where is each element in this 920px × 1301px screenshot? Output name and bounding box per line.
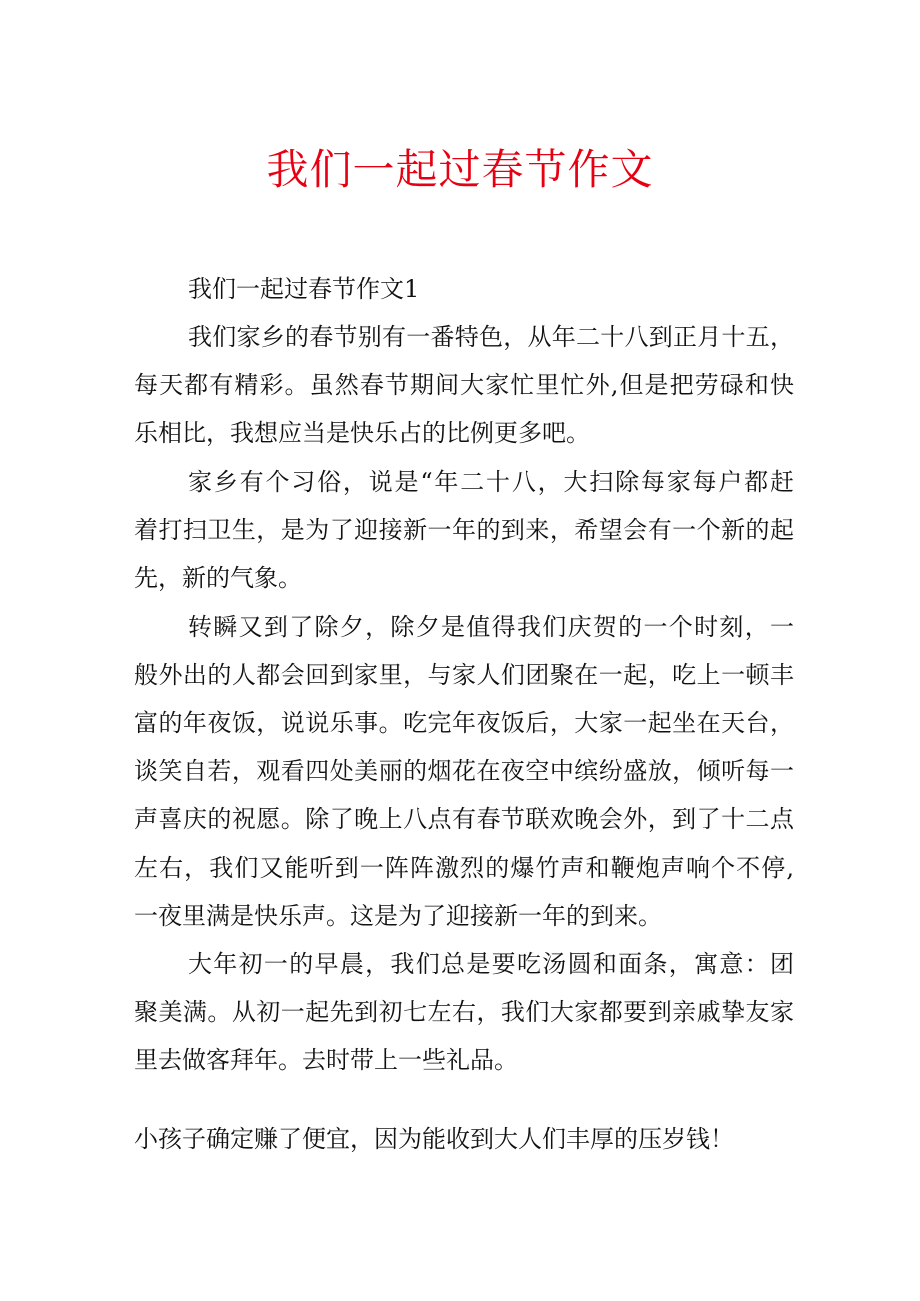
paragraph-1-line-1: 我们家乡的春节别有一番特色，从年二十八到正月十五， bbox=[188, 323, 794, 351]
paragraph-4-line-1: 大年初一的早晨，我们总是要吃汤圆和面条，寓意：团 bbox=[188, 950, 794, 978]
paragraph-2-line-3: 先，新的气象。 bbox=[134, 564, 302, 592]
paragraph-2-line-2: 着打扫卫生，是为了迎接新一年的到来，希望会有一个新的起 bbox=[134, 516, 794, 544]
paragraph-3-line-3: 富的年夜饭，说说乐事。吃完年夜饭后，大家一起坐在天台， bbox=[134, 709, 794, 737]
paragraph-5-line-1: 小孩子确定赚了便宜，因为能收到大人们丰厚的压岁钱！ bbox=[134, 1125, 734, 1153]
paragraph-3-line-5: 声喜庆的祝愿。除了晚上八点有春节联欢晚会外，到了十二点 bbox=[134, 805, 794, 833]
paragraph-2-line-1: 家乡有个习俗，说是“年二十八，大扫除每家每户都赶 bbox=[188, 468, 794, 496]
paragraph-3-line-6: 左右，我们又能听到一阵阵激烈的爆竹声和鞭炮声响个不停, bbox=[134, 854, 794, 882]
paragraph-3-line-4: 谈笑自若，观看四处美丽的烟花在夜空中缤纷盛放，倾听每一 bbox=[134, 757, 794, 785]
paragraph-1-line-3: 乐相比，我想应当是快乐占的比例更多吧。 bbox=[134, 419, 590, 447]
paragraph-3-line-2: 般外出的人都会回到家里，与家人们团聚在一起，吃上一顿丰 bbox=[134, 661, 794, 689]
paragraph-3-line-1: 转瞬又到了除夕，除夕是值得我们庆贺的一个时刻，一 bbox=[188, 613, 794, 641]
document-title: 我们一起过春节作文 bbox=[266, 145, 654, 194]
paragraph-4-line-3: 里去做客拜年。去时带上一些礼品。 bbox=[134, 1046, 518, 1074]
paragraph-3-line-7: 一夜里满是快乐声。这是为了迎接新一年的到来。 bbox=[134, 902, 662, 930]
article-heading: 我们一起过春节作文1 bbox=[188, 275, 420, 303]
paragraph-4-line-2: 聚美满。从初一起先到初七左右，我们大家都要到亲戚挚友家 bbox=[134, 998, 794, 1026]
paragraph-1-line-2: 每天都有精彩。虽然春节期间大家忙里忙外,但是把劳碌和快 bbox=[134, 371, 794, 399]
